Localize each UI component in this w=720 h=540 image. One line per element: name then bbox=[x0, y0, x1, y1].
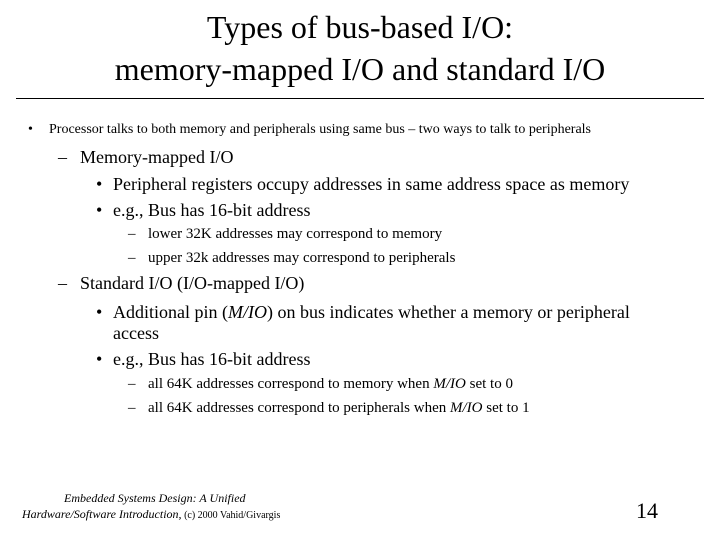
dash-marker: – bbox=[58, 147, 67, 167]
memory-mapped-point-1: Peripheral registers occupy addresses in same address space as memory bbox=[113, 174, 630, 194]
sub-1-before: all 64K addresses correspond to memory when bbox=[148, 376, 434, 392]
dash-marker: – bbox=[58, 273, 67, 293]
bullet-marker: • bbox=[28, 122, 33, 137]
standard-io-sub-2 bbox=[148, 400, 530, 417]
slide-title bbox=[0, 6, 720, 90]
signal-name: M/IO bbox=[228, 302, 267, 322]
bullet-marker: • bbox=[96, 174, 103, 194]
dash-marker: – bbox=[128, 250, 136, 266]
memory-mapped-sub-1: lower 32K addresses may correspond to memory bbox=[148, 226, 443, 242]
sub-2-before: all 64K addresses correspond to peripherals when bbox=[148, 400, 450, 416]
footer-book-title: Hardware/Software Introduction, bbox=[22, 507, 182, 521]
bullet-marker: • bbox=[96, 200, 103, 220]
footer-copyright: (c) 2000 Vahid/Givargis bbox=[181, 510, 281, 521]
point-1-before: Additional pin ( bbox=[113, 302, 228, 322]
title-line-1: Types of bus-based I/O: bbox=[206, 9, 514, 45]
dash-marker: – bbox=[128, 376, 136, 392]
point-1-after: ) on bus indicates whether a memory or peripheral bbox=[267, 302, 630, 322]
title-line-2: memory-mapped I/O and standard I/O bbox=[114, 51, 606, 87]
page-number: 14 bbox=[636, 498, 658, 523]
title-divider bbox=[16, 98, 704, 99]
bullet-marker: • bbox=[96, 302, 103, 322]
memory-mapped-heading: Memory-mapped I/O bbox=[80, 147, 234, 167]
intro-bullet: Processor talks to both memory and peripherals using same bus – two ways to talk to peripherals bbox=[49, 122, 592, 137]
standard-io-point-1 bbox=[113, 302, 630, 323]
standard-io-sub-1 bbox=[148, 376, 513, 393]
signal-name: M/IO bbox=[433, 376, 466, 392]
sub-1-after: set to 0 bbox=[465, 376, 513, 392]
standard-io-point-1-continued: access bbox=[113, 323, 159, 343]
sub-2-after: set to 1 bbox=[482, 400, 530, 416]
memory-mapped-sub-2: upper 32k addresses may correspond to peripherals bbox=[148, 250, 456, 266]
footer-line-1: Embedded Systems Design: A Unified bbox=[64, 491, 246, 505]
dash-marker: – bbox=[128, 400, 136, 416]
dash-marker: – bbox=[128, 226, 136, 242]
memory-mapped-point-2: e.g., Bus has 16-bit address bbox=[113, 200, 311, 220]
standard-io-heading: Standard I/O (I/O-mapped I/O) bbox=[80, 273, 305, 293]
standard-io-point-2: e.g., Bus has 16-bit address bbox=[113, 349, 311, 369]
footer bbox=[22, 490, 280, 524]
footer-line-2 bbox=[22, 506, 280, 524]
bullet-marker: • bbox=[96, 349, 103, 369]
signal-name: M/IO bbox=[450, 400, 483, 416]
